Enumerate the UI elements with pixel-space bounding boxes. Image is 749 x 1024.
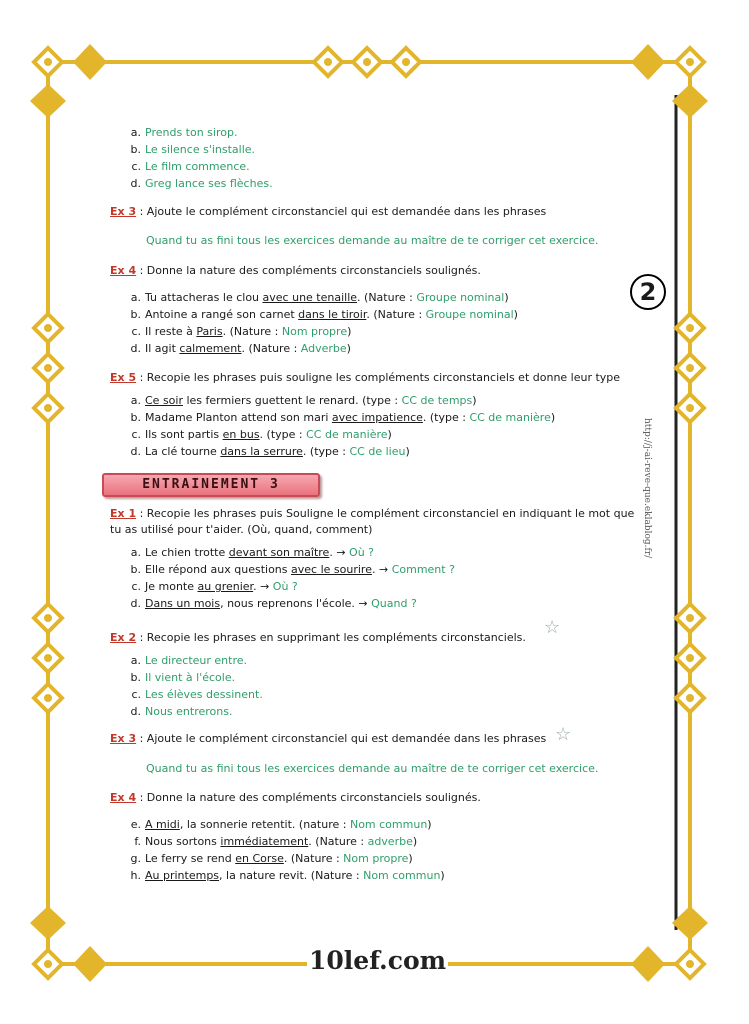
exercise-4-instruction: Ex 4 : Donne la nature des compléments circonstanciels soulignés. <box>110 264 481 277</box>
section-heading <box>102 473 320 497</box>
section-heading-text: ENTRAINEMENT 3 <box>142 477 280 492</box>
site-watermark: 10lef.com <box>309 946 447 975</box>
exercise-4b-instruction: Ex 4 : Donne la nature des compléments circonstanciels soulignés. <box>110 791 481 804</box>
star-icon: ☆ <box>544 617 561 638</box>
star-icon: ☆ <box>555 724 572 745</box>
exercise-5-instruction: Ex 5 : Recopie les phrases puis souligne les compléments circonstanciels et donne leur type <box>110 371 621 384</box>
teacher-note: Quand tu as fini tous les exercices demande au maître de te corriger cet exercice. <box>146 234 599 247</box>
exercise-3b-instruction: Ex 3 : Ajoute le complément circonstanciel qui est demandée dans les phrases <box>110 732 547 745</box>
exercise-1-instruction-line2: tu as utilisé pour t'aider. (Où, quand, comment) <box>110 523 373 536</box>
teacher-note: Quand tu as fini tous les exercices demande au maître de te corriger cet exercice. <box>146 762 599 775</box>
exercise-2-instruction: Ex 2 : Recopie les phrases en supprimant les compléments circonstanciels. <box>110 631 526 644</box>
exercise-3-instruction: Ex 3 : Ajoute le complément circonstanciel qui est demandée dans les phrases <box>110 205 547 218</box>
exercise-1-instruction: Ex 1 : Recopie les phrases puis Souligne le complément circonstanciel en indiquant le mot que <box>110 507 635 520</box>
worksheet: a. Prends ton sirop. b. Le silence s'installe. c. Le film commence. d. Greg lance ses flèches. Ex 3 : Ajoute le complément circonstanciel qui est demandée dans les phrases Quand tu as fini tous les exercices demande au maître de te corriger cet exercice. Ex 4 : Donne la nature des compléments circonstanciels soulignés. a. Tu attacheras le clou avec une tenaille. (Nature : Groupe nominal) b. Antoine a rangé son carnet dans le tiroir. (Nature : Groupe nominal) c. Il reste à Paris. (Nature : Nom propre) d. Il agit calmement. (Nature : Adverbe) Ex 5 : Recopie les phrases puis souligne les compléments circonstanciels et donne leur type a. Ce soir les fermiers guettent le renard. (type : CC de temps) b. Madame Planton attend son mari avec impatience. (type : CC de manière) c. Ils sont partis en bus. (type : CC de manière) d. La clé tourne dans la serrure. (type : CC de lieu) ENTRAINEMENT 3 2 http://j-ai-reve-que.eklablog.fr/ Ex 1 : Recopie les phrases puis Souligne le complément circonstanciel en indiquant le mot que tu as utilisé pour t'aider. (Où, quand, comment) a. Le chien trotte devant son maître. → Où ? b. Elle répond aux questions avec le sourire. → Comment ? c. Je monte au grenier. → Où ? d. Dans un mois, nous reprenons l'école. → Quand ? Ex 2 : Recopie les phrases en supprimant les compléments circonstanciels. ☆ a. Le directeur entre. b. Il vient à l'école. c. Les élèves dessinent. d. Nous entrerons. Ex 3 : Ajoute le complément circonstanciel qui est demandée dans les phrases ☆ Quand tu as fini tous les exercices demande au maître de te corriger cet exercice. Ex 4 : Donne la nature des compléments circonstanciels soulignés. e. A midi, la sonnerie retentit. (nature : Nom commun) f. Nous sortons immédiatement. (Nature : adverbe) g. Le ferry se rend en Corse. (Nature : Nom propre) h. Au printemps, la nature revit. (Nature : Nom commun) 10lef.com <box>0 0 749 1024</box>
page-number: 2 <box>630 274 666 310</box>
source-url: http://j-ai-reve-que.eklablog.fr/ <box>642 418 652 559</box>
